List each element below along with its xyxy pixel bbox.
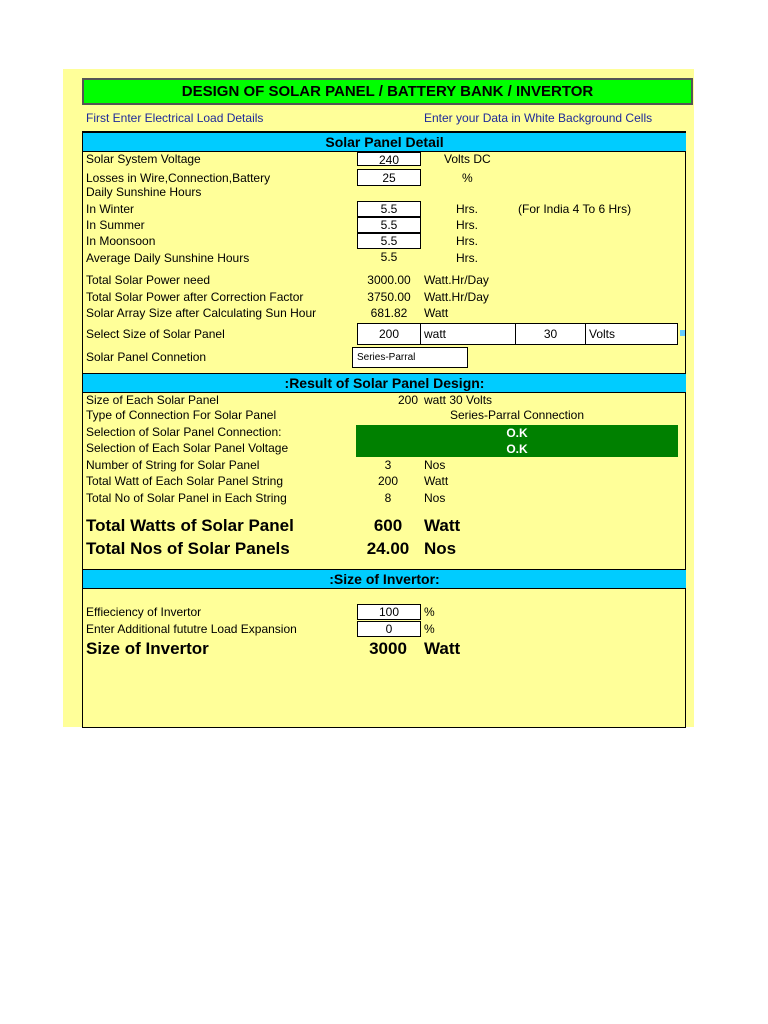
unit-watt-per-string: Watt [424, 474, 449, 488]
value-watt-per-string: 200 [377, 474, 399, 488]
label-connection-type: Type of Connection For Solar Panel [86, 408, 277, 422]
unit-strings: Nos [424, 458, 446, 472]
panel-volt-unit: Volts [585, 323, 678, 345]
system-voltage-input[interactable]: 240 [357, 152, 421, 166]
summer-hours-input[interactable]: 5.5 [357, 217, 421, 233]
unit-monsoon: Hrs. [456, 234, 478, 248]
unit-summer: Hrs. [456, 218, 478, 232]
label-strings: Number of String for Solar Panel [86, 458, 260, 472]
panel-watt-input[interactable]: 200 [357, 323, 421, 345]
unit-average-sunshine: Hrs. [456, 251, 478, 265]
label-each-panel: Size of Each Solar Panel [86, 393, 219, 407]
unit-winter: Hrs. [456, 202, 478, 216]
value-total-power-corrected: 3750.00 [367, 290, 411, 304]
unit-invertor-size: Watt [424, 639, 461, 658]
label-panel-connection: Solar Panel Connetion [86, 350, 207, 364]
unit-total-power-corrected: Watt.Hr/Day [424, 290, 489, 304]
unit-system-voltage: Volts DC [444, 152, 491, 166]
panel-watt-unit: watt [420, 323, 516, 345]
losses-input[interactable]: 25 [357, 169, 421, 186]
section-header-invertor: :Size of Invertor: [83, 569, 686, 589]
label-array-size: Solar Array Size after Calculating Sun Hour [86, 306, 317, 320]
label-sel-connection: Selection of Solar Panel Connection: [86, 425, 282, 439]
unit-panels-per-string: Nos [424, 491, 446, 505]
label-daily-sunshine: Daily Sunshine Hours [86, 185, 202, 199]
label-total-nos: Total Nos of Solar Panels [86, 539, 290, 558]
panel-connection-select[interactable]: Series-Parral [352, 347, 468, 368]
instruction-left: First Enter Electrical Load Details [86, 111, 264, 125]
label-winter: In Winter [86, 202, 135, 216]
value-connection-type: Series-Parral Connection [449, 408, 585, 422]
page-title: DESIGN OF SOLAR PANEL / BATTERY BANK / INVERTOR [82, 78, 693, 105]
label-total-power-corrected: Total Solar Power after Correction Factor [86, 290, 304, 304]
label-efficiency: Effieciency of Invertor [86, 605, 202, 619]
instruction-right: Enter your Data in White Background Cells [424, 111, 653, 125]
efficiency-input[interactable]: 100 [357, 604, 421, 620]
unit-total-power: Watt.Hr/Day [424, 273, 489, 287]
note-winter: (For India 4 To 6 Hrs) [518, 202, 632, 216]
label-losses: Losses in Wire,Connection,Battery [86, 171, 271, 185]
label-monsoon: In Moonsoon [86, 234, 156, 248]
label-summer: In Summer [86, 218, 145, 232]
section-header-solar-panel-detail: Solar Panel Detail [83, 132, 686, 152]
label-watt-per-string: Total Watt of Each Solar Panel String [86, 474, 283, 488]
monsoon-hours-input[interactable]: 5.5 [357, 233, 421, 249]
label-panel-size: Select Size of Solar Panel [86, 327, 225, 341]
status-sel-connection: O.K [356, 425, 678, 441]
value-panels-per-string: 8 [384, 491, 392, 505]
winter-hours-input[interactable]: 5.5 [357, 201, 421, 217]
value-array-size: 681.82 [370, 306, 408, 320]
expansion-input[interactable]: 0 [357, 621, 421, 637]
label-total-watts: Total Watts of Solar Panel [86, 516, 294, 535]
section-header-result: :Result of Solar Panel Design: [83, 373, 686, 393]
unit-efficiency: % [424, 605, 435, 619]
unit-total-watts: Watt [424, 516, 461, 535]
value-total-nos: 24.00 [366, 539, 410, 558]
value-total-watts: 600 [373, 516, 403, 535]
value-invertor-size: 3000 [369, 639, 407, 658]
label-sel-voltage: Selection of Each Solar Panel Voltage [86, 441, 289, 455]
value-strings: 3 [384, 458, 392, 472]
value-total-power: 3000.00 [367, 273, 411, 287]
value-each-panel: 200 [397, 393, 419, 407]
cell-resize-handle[interactable] [680, 330, 685, 336]
label-average-sunshine: Average Daily Sunshine Hours [86, 251, 250, 265]
status-sel-voltage: O.K [356, 441, 678, 457]
unit-array-size: Watt [424, 306, 449, 320]
unit-total-nos: Nos [424, 539, 457, 558]
unit-each-panel: watt 30 Volts [424, 393, 493, 407]
label-total-power: Total Solar Power need [86, 273, 211, 287]
panel-volt-input[interactable]: 30 [515, 323, 586, 345]
label-panels-per-string: Total No of Solar Panel in Each String [86, 491, 287, 505]
label-system-voltage: Solar System Voltage [86, 152, 201, 166]
value-average-sunshine: 5.5 [380, 250, 398, 264]
unit-losses: % [462, 171, 473, 185]
label-expansion: Enter Additional fututre Load Expansion [86, 622, 297, 636]
unit-expansion: % [424, 622, 435, 636]
label-invertor-size: Size of Invertor [86, 639, 209, 658]
